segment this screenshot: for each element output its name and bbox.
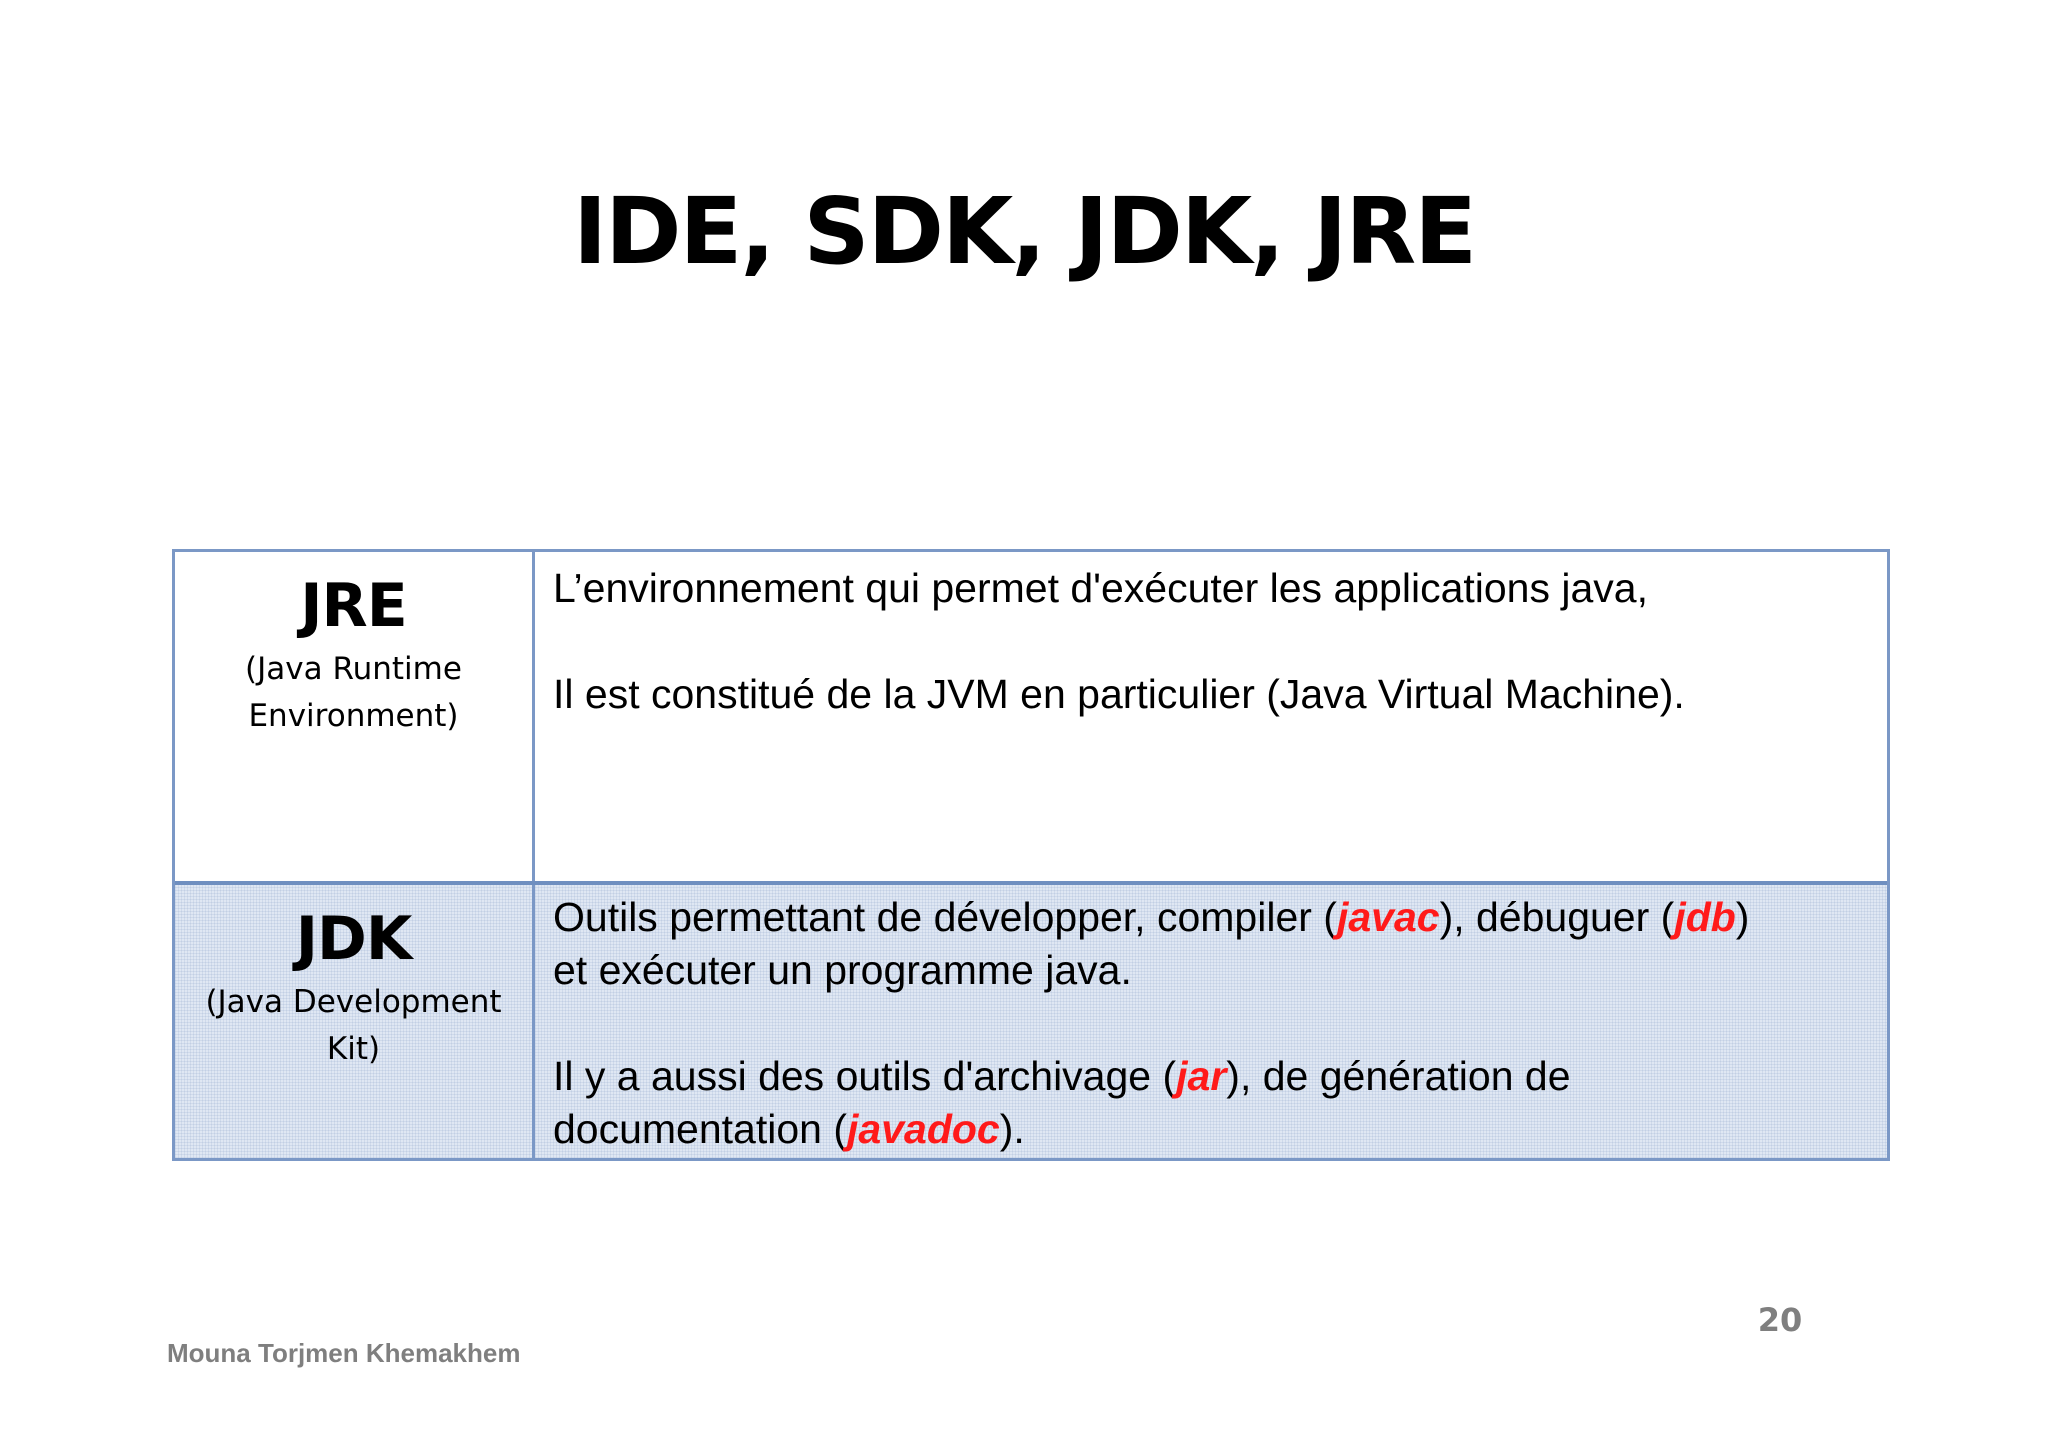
term-name-jdk: JDK	[295, 904, 412, 974]
term-full-name-jdk: (Java Development Kit)	[205, 984, 502, 1067]
tool-name-jdb: jdb	[1674, 894, 1736, 940]
table-row-jdk	[175, 881, 1887, 1158]
table-row-jre	[175, 552, 1887, 881]
term-cell-jdk	[175, 885, 535, 1158]
tool-name-jar: jar	[1176, 1053, 1227, 1099]
jdk-text: Outils permettant de développer, compiler (	[553, 894, 1337, 940]
jdk-paragraph-1-line-2: et exécuter un programme java.	[553, 947, 1132, 993]
jdk-paragraph-2-line-1	[553, 1050, 1867, 1103]
tool-name-javadoc: javadoc	[847, 1106, 1000, 1152]
jdk-paragraph-1-line-1	[553, 891, 1867, 944]
jre-description-line-2: Il est constitué de la JVM en particulier (Java Virtual Machine).	[553, 671, 1685, 717]
jdk-text: documentation (	[553, 1106, 848, 1152]
description-cell-jre	[553, 552, 1867, 881]
jdk-text: )	[1735, 894, 1750, 940]
page-number: 20	[1757, 1301, 1803, 1339]
jdk-text: ), de génération de	[1226, 1053, 1571, 1099]
slide-title: IDE, SDK, JDK, JRE	[572, 178, 1476, 285]
tool-name-javac: javac	[1336, 894, 1440, 940]
term-cell-jre	[175, 552, 535, 881]
definition-table	[172, 549, 1890, 1161]
jdk-text: ).	[999, 1106, 1025, 1152]
description-cell-jdk	[553, 885, 1867, 1158]
term-full-name-jre: (Java Runtime Environment)	[245, 651, 462, 734]
jdk-paragraph-1	[553, 891, 1867, 997]
term-name-jre: JRE	[300, 571, 407, 641]
jdk-text: Il y a aussi des outils d'archivage (	[553, 1053, 1177, 1099]
jdk-paragraph-2	[553, 1050, 1867, 1156]
jdk-text: ), débuguer (	[1439, 894, 1675, 940]
jdk-paragraph-2-line-2	[553, 1103, 1867, 1156]
author-footer: Mouna Torjmen Khemakhem	[167, 1338, 521, 1368]
jre-description-line-1: L’environnement qui permet d'exécuter les applications java,	[553, 565, 1648, 611]
